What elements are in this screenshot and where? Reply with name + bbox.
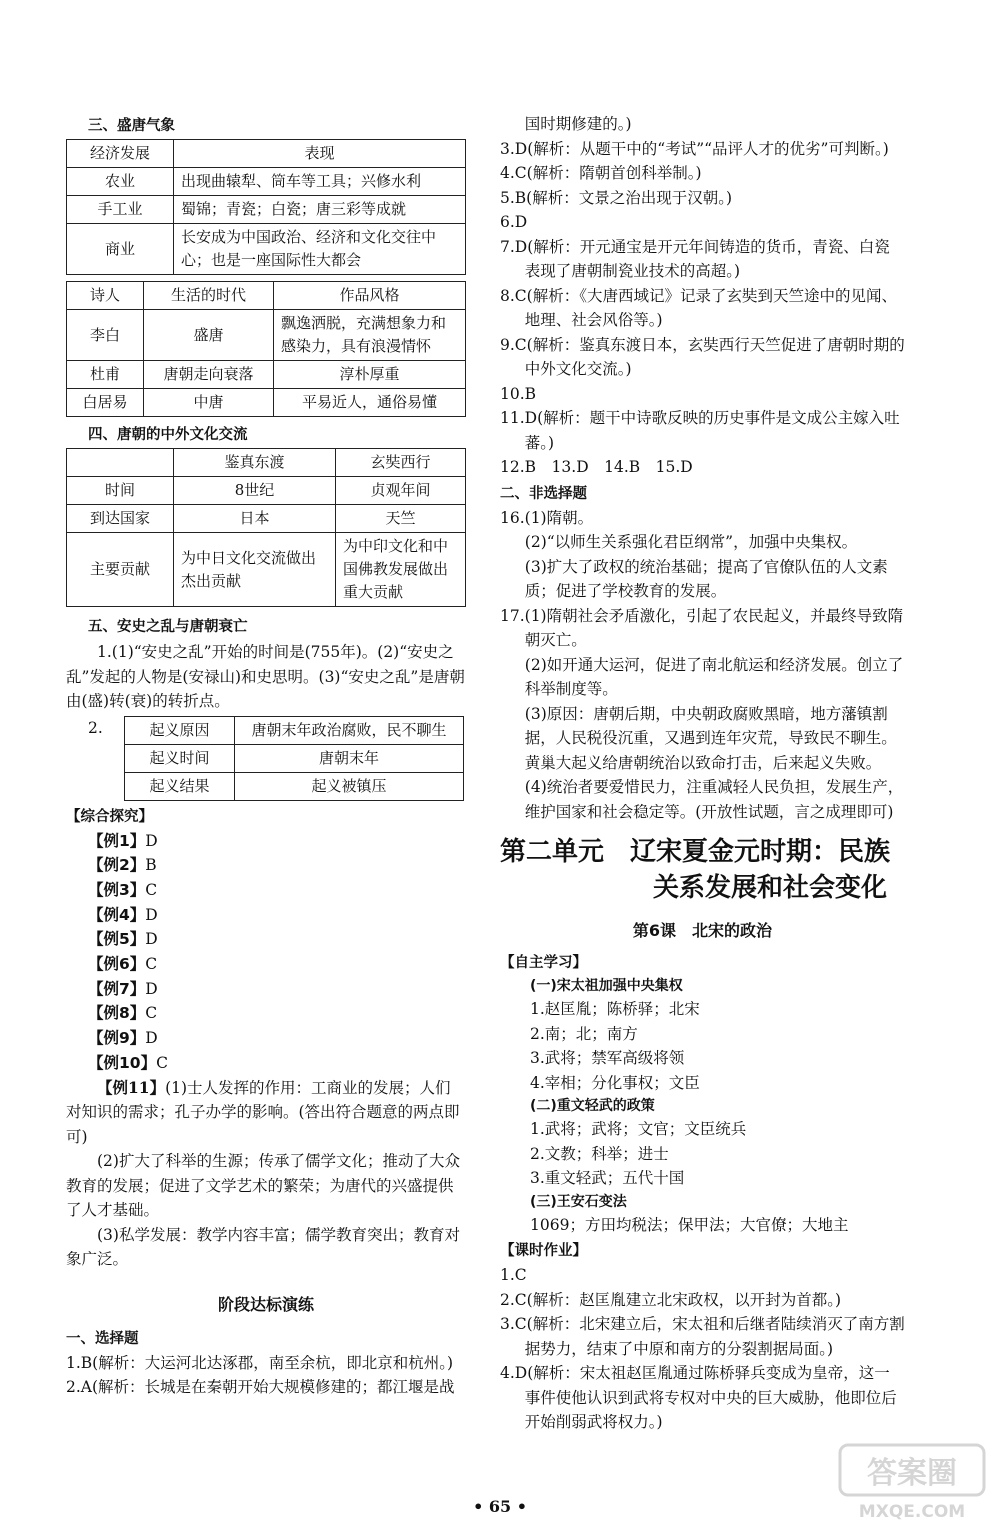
item-list (500, 997, 905, 1095)
example-answer: (1)士人发挥的作用：工商业的发展；人们对知识的需求；孔子办学的影响。(答出符合题意的两点即可) (66, 1078, 460, 1146)
table-header: 玄奘西行 (336, 449, 466, 477)
table-header: 表现 (174, 140, 466, 168)
lesson-title: 第6课 北宋的政治 (632, 921, 773, 940)
example-line (88, 1026, 466, 1051)
answer-line: 16.(1)隋朝。 (500, 508, 594, 527)
answer-line: (4)统治者要爱惜民力，注重减轻人民负担，发展生产，维护国家和社会稳定等。(开放性试题，言之成理即可) (524, 778, 904, 821)
answer-line: 12.B 13.D 14.B 15.D (500, 458, 693, 476)
table-cell: 杜甫 (67, 361, 144, 389)
table-header: 经济发展 (67, 140, 174, 168)
table-cell: 为中印文化和中国佛教发展做出重大贡献 (336, 533, 466, 607)
table-cell: 贞观年间 (336, 477, 466, 505)
answer-line: (2)如开通大运河，促进了南北航运和经济发展。创立了科举制度等。 (524, 655, 904, 698)
answer-line: 7.D(解析：开元通宝是开元年间铸造的货币，青瓷、白瓷表现了唐朝制瓷业技术的高超。) (500, 237, 890, 280)
answer-list (500, 1263, 905, 1435)
table-header (67, 449, 174, 477)
example-answer: D (145, 930, 158, 949)
example-label: 【例8】 (88, 1004, 146, 1023)
table-cell: 起义时间 (125, 744, 235, 772)
answer-line: 2.C(解析：赵匡胤建立北宋政权，以开封为首都。) (500, 1290, 841, 1309)
answer-line: 11.D(解析：题干中诗歌反映的历史事件是文成公主嫁入吐蕃。) (500, 409, 900, 452)
section-title: 【课时作业】 (500, 1243, 587, 1259)
table-cell: 8世纪 (174, 477, 336, 505)
answer-line: 6.D (500, 213, 528, 231)
answer-list (500, 112, 905, 480)
table-cell: 唐朝走向衰落 (144, 361, 274, 389)
economy-table (66, 139, 466, 275)
answer-line: 4.C(解析：隋朝首创科举制。) (500, 164, 702, 182)
table-cell: 长安成为中国政治、经济和文化交往中心；也是一座国际性大都会 (174, 224, 466, 275)
example-line (88, 1051, 466, 1076)
uprising-block (88, 716, 466, 801)
answer-line: 5.B(解析：文景之治出现于汉朝。) (500, 188, 733, 207)
table-cell: 农业 (67, 168, 174, 196)
svg-text:答案圈: 答案圈 (867, 1456, 957, 1491)
section-title: 【自主学习】 (500, 955, 587, 971)
paragraph: (3)私学发展：教学内容丰富；儒学教育突出；教育对象广泛。 (66, 1225, 460, 1269)
answer-line: 17.(1)隋朝社会矛盾激化，引起了农民起义，并最终导致隋朝灭亡。 (500, 606, 904, 649)
table-cell: 盛唐 (144, 310, 274, 361)
table-header: 诗人 (67, 282, 144, 310)
answer-line: 1.C (500, 1266, 527, 1284)
example-list (66, 829, 466, 1076)
table-header: 鉴真东渡 (174, 449, 336, 477)
item-list (500, 1117, 905, 1191)
table-header: 作品风格 (274, 282, 466, 310)
answer-line: (3)原因：唐朝后期，中央朝政腐败黑暗，地方藩镇割据，人民税役沉重，又遇到连年灾荒，导致民不聊生。黄巢大起义给唐朝统治以致命打击，后来起义失败。 (524, 704, 897, 772)
example-label: 【例10】 (88, 1053, 157, 1072)
exchange-table (66, 448, 466, 607)
example-label: 【例9】 (88, 1029, 146, 1048)
answer-line: 2.A(解析：长城是在秦朝开始大规模修建的；都江堰是战 (66, 1378, 455, 1397)
example-line (88, 878, 466, 903)
table-cell: 蜀锦；青瓷；白瓷；唐三彩等成就 (174, 196, 466, 224)
table-cell: 时间 (67, 477, 174, 505)
table-cell: 出现曲辕犁、筒车等工具；兴修水利 (174, 168, 466, 196)
table-cell: 平易近人，通俗易懂 (274, 389, 466, 417)
example-label: 【例7】 (88, 979, 146, 998)
answer-line: (3)扩大了政权的统治基础；提高了官僚队伍的人文素质；促进了学校教育的发展。 (524, 557, 888, 600)
example-label: 【例3】 (88, 880, 146, 899)
example-line (88, 853, 466, 878)
list-item: 3.重文轻武；五代十国 (530, 1169, 685, 1187)
example-answer: C (145, 880, 158, 899)
example-label: 【例2】 (88, 856, 146, 875)
answer-line: 4.D(解析：宋太祖赵匡胤通过陈桥驿兵变成为皇帝，这一事件使他认识到武将专权对中央的巨大威胁，他即位后开始削弱武将权力。) (500, 1364, 897, 1431)
list-item: 2.南；北；南方 (530, 1024, 638, 1043)
stage-title: 阶段达标演练 (217, 1294, 314, 1314)
paragraph: 1.(1)“安史之乱”开始的时间是(755年)。(2)“安史之乱”发起的人物是(安禄山)和史思明。(3)“安史之乱”是唐朝由(盛)转(衰)的转折点。 (66, 643, 465, 710)
answer-line: 国时期修建的。) (524, 115, 632, 133)
table-cell: 中唐 (144, 389, 274, 417)
table-cell: 为中日文化交流做出杰出贡献 (174, 533, 336, 607)
table-cell: 白居易 (67, 389, 144, 417)
item-number: 2. (88, 718, 103, 737)
section-title: 四、唐朝的中外文化交流 (88, 427, 248, 443)
table-cell: 起义原因 (125, 716, 235, 744)
table-header: 生活的时代 (144, 282, 274, 310)
list-item: 1.武将；武将；文官；文臣统兵 (530, 1120, 747, 1138)
table-cell: 到达国家 (67, 505, 174, 533)
answer-line: 1.B(解析：大运河北达涿郡，南至余杭，即北京和杭州。) (66, 1353, 454, 1372)
table-cell: 起义结果 (125, 772, 235, 800)
table-cell: 李白 (67, 310, 144, 361)
example-answer: C (145, 955, 158, 974)
example-line (88, 977, 466, 1002)
subsection-title: (一)宋太祖加强中央集权 (530, 978, 683, 994)
example-label: 【例11】 (97, 1077, 166, 1097)
answer-line: 3.D(解析：从题干中的“考试”“品评人才的优劣”可判断。) (500, 139, 889, 158)
example-line (88, 927, 466, 952)
list-item: 2.文教；科举；进士 (530, 1144, 669, 1163)
subsection-title: (三)王安石变法 (530, 1193, 627, 1210)
example-line (88, 1001, 466, 1026)
list-item: 1.赵匡胤；陈桥驿；北宋 (530, 1000, 700, 1018)
list-item: 4.宰相；分化事权；文臣 (530, 1073, 700, 1092)
section-title: 五、安史之乱与唐朝衰亡 (88, 619, 248, 635)
answer-line: 9.C(解析：鉴真东渡日本，玄奘西行天竺促进了唐朝时期的中外文化交流。) (500, 335, 905, 378)
answer-line: 3.C(解析：北宋建立后，宋太祖和后继者陆续消灭了南方割据势力，结束了中原和南方的分裂割据局面。) (500, 1315, 905, 1358)
watermark-logo (838, 1443, 986, 1523)
example-answer: D (145, 1029, 158, 1048)
example-answer: C (145, 1004, 158, 1023)
table-cell: 手工业 (67, 196, 174, 224)
table-cell: 主要贡献 (67, 533, 174, 607)
list-item: 3.武将；禁军高级将领 (530, 1049, 685, 1067)
example-label: 【例6】 (88, 955, 146, 974)
answer-line: (2)“以师生关系强化君臣纲常”，加强中央集权。 (524, 533, 858, 551)
example-line (88, 829, 466, 854)
example-answer: D (145, 979, 158, 998)
unit-title-line1: 第二单元 辽宋夏金元时期：民族 (500, 837, 891, 867)
section-title: 一、选择题 (66, 1330, 139, 1347)
item-list (500, 1213, 905, 1238)
example-answer: D (145, 905, 158, 924)
table-cell: 起义被镇压 (235, 772, 464, 800)
paragraph (66, 1076, 466, 1150)
example-label: 【例1】 (88, 831, 146, 850)
table-cell: 飘逸洒脱，充满想象力和感染力，具有浪漫情怀 (274, 310, 466, 361)
example-answer: B (145, 856, 157, 875)
paragraph: (2)扩大了科举的生源；传承了儒学文化；推动了大众教育的发展；促进了文学艺术的繁荣；为唐代的兴盛提供了人才基础。 (66, 1152, 460, 1220)
poets-table (66, 281, 466, 417)
uprising-table (124, 716, 464, 801)
unit-title-line2: 关系发展和社会变化 (652, 873, 887, 903)
right-column (500, 112, 905, 1435)
example-line (88, 952, 466, 977)
answer-line: 8.C(解析：《大唐西域记》记录了玄奘到天竺途中的见闻、地理、社会风俗等。) (500, 286, 897, 329)
example-label: 【例4】 (88, 905, 146, 924)
svg-text:MXQE.COM: MXQE.COM (858, 1502, 966, 1522)
table-cell: 天竺 (336, 505, 466, 533)
example-line (88, 903, 466, 928)
section-title: 【综合探究】 (66, 808, 153, 825)
table-cell: 唐朝末年 (235, 744, 464, 772)
table-cell: 唐朝末年政治腐败，民不聊生 (235, 716, 464, 744)
example-answer: D (145, 831, 158, 850)
section-title: 三、盛唐气象 (88, 118, 175, 134)
table-cell: 日本 (174, 505, 336, 533)
left-column (66, 112, 466, 1400)
list-item: 1069；方田均税法；保甲法；大官僚；大地主 (530, 1215, 849, 1234)
section-title: 二、非选择题 (500, 485, 587, 502)
subsection-title: (二)重文轻武的政策 (530, 1098, 655, 1114)
page-number: • 65 • (473, 1497, 527, 1516)
table-cell: 商业 (67, 224, 174, 275)
example-answer: C (156, 1053, 168, 1072)
answer-line: 10.B (500, 384, 537, 403)
example-label: 【例5】 (88, 930, 146, 949)
table-cell: 淳朴厚重 (274, 361, 466, 389)
